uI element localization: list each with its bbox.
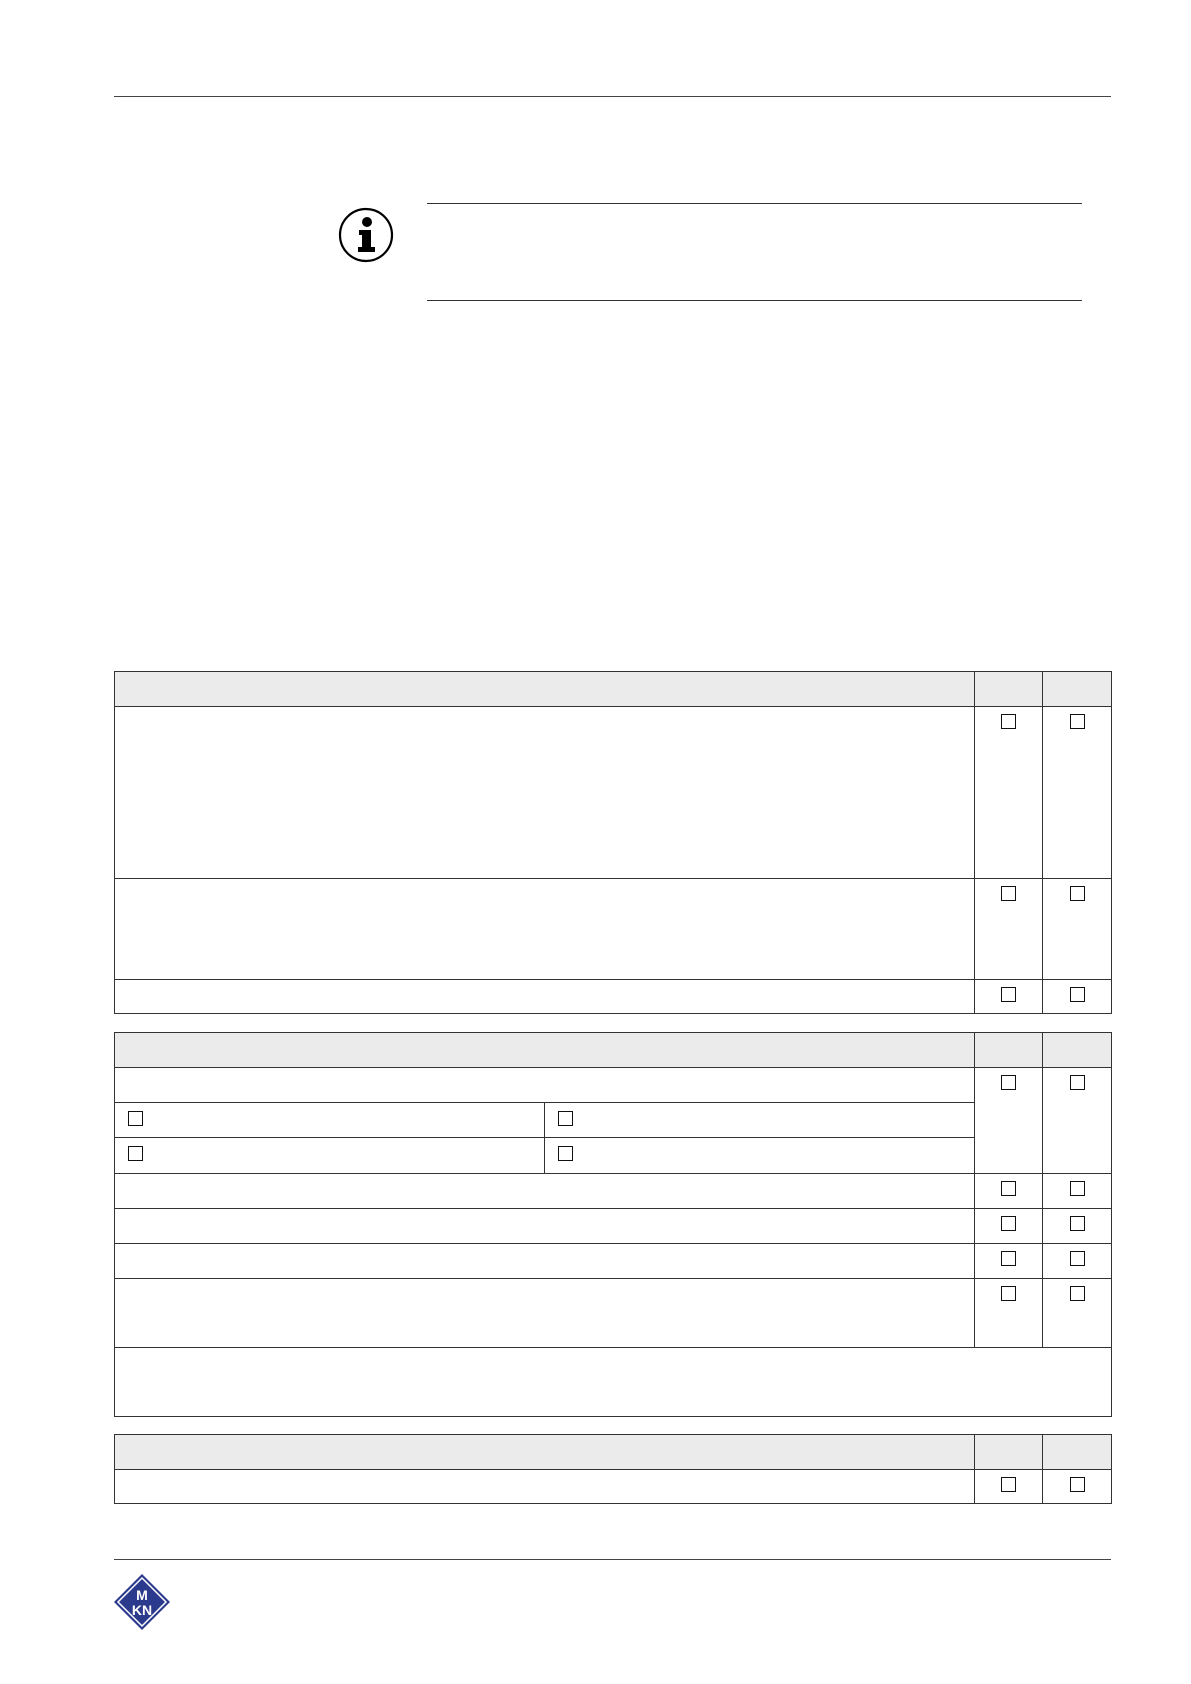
table-row bbox=[115, 1279, 1112, 1348]
header-rule bbox=[114, 96, 1111, 97]
notes-field[interactable] bbox=[115, 1348, 1112, 1417]
table-row bbox=[115, 1470, 1112, 1504]
option-checkbox[interactable] bbox=[558, 1146, 573, 1161]
mkn-logo bbox=[112, 1572, 172, 1632]
checkbox[interactable] bbox=[1070, 1286, 1085, 1301]
info-icon bbox=[338, 207, 394, 263]
table-row bbox=[115, 1068, 1112, 1103]
table-header-row bbox=[115, 1033, 1112, 1068]
table-row bbox=[115, 879, 1112, 980]
option-checkbox[interactable] bbox=[128, 1146, 143, 1161]
row-text bbox=[115, 879, 975, 980]
header-cell-yes bbox=[975, 1033, 1043, 1068]
checkbox[interactable] bbox=[1001, 1251, 1016, 1266]
checkbox[interactable] bbox=[1070, 1216, 1085, 1231]
checkbox[interactable] bbox=[1001, 714, 1016, 729]
row-text bbox=[115, 1470, 975, 1504]
header-cell-yes bbox=[975, 672, 1043, 707]
table-row bbox=[115, 1174, 1112, 1209]
checkbox[interactable] bbox=[1001, 1286, 1016, 1301]
note-rule-bottom bbox=[427, 300, 1082, 301]
row-text bbox=[115, 1244, 975, 1279]
header-cell bbox=[115, 672, 975, 707]
header-cell-no bbox=[1043, 1033, 1112, 1068]
checkbox[interactable] bbox=[1070, 1181, 1085, 1196]
footer-rule bbox=[114, 1559, 1111, 1560]
svg-text:KN: KN bbox=[131, 1602, 153, 1618]
option-checkbox[interactable] bbox=[128, 1111, 143, 1126]
checkbox[interactable] bbox=[1070, 714, 1085, 729]
checkbox[interactable] bbox=[1001, 987, 1016, 1002]
header-cell bbox=[115, 1435, 975, 1470]
checklist-table-1 bbox=[114, 671, 1112, 1014]
checkbox[interactable] bbox=[1001, 1216, 1016, 1231]
table-row bbox=[115, 1138, 1112, 1174]
table-row bbox=[115, 1209, 1112, 1244]
svg-text:M: M bbox=[136, 1587, 148, 1603]
row-text bbox=[115, 980, 975, 1014]
checkbox[interactable] bbox=[1001, 1075, 1016, 1090]
row-text bbox=[115, 1174, 975, 1209]
header-cell-yes bbox=[975, 1435, 1043, 1470]
row-text bbox=[115, 1068, 975, 1103]
checkbox[interactable] bbox=[1001, 886, 1016, 901]
table-row bbox=[115, 1244, 1112, 1279]
header-cell-no bbox=[1043, 1435, 1112, 1470]
header-cell bbox=[115, 1033, 975, 1068]
table-header-row bbox=[115, 672, 1112, 707]
option-checkbox[interactable] bbox=[558, 1111, 573, 1126]
checkbox[interactable] bbox=[1070, 1477, 1085, 1492]
row-text bbox=[115, 1279, 975, 1348]
checklist-table-3 bbox=[114, 1434, 1112, 1504]
table-row bbox=[115, 707, 1112, 879]
checkbox[interactable] bbox=[1001, 1477, 1016, 1492]
checklist-table-2 bbox=[114, 1032, 1112, 1417]
note-rule-top bbox=[427, 203, 1082, 204]
table-row bbox=[115, 980, 1112, 1014]
checkbox[interactable] bbox=[1070, 1251, 1085, 1266]
table-header-row bbox=[115, 1435, 1112, 1470]
row-text bbox=[115, 1209, 975, 1244]
header-cell-no bbox=[1043, 672, 1112, 707]
notes-row bbox=[115, 1348, 1112, 1417]
checkbox[interactable] bbox=[1070, 886, 1085, 901]
row-text bbox=[115, 707, 975, 879]
table-row bbox=[115, 1103, 1112, 1138]
checkbox[interactable] bbox=[1070, 1075, 1085, 1090]
checkbox[interactable] bbox=[1001, 1181, 1016, 1196]
checkbox[interactable] bbox=[1070, 987, 1085, 1002]
